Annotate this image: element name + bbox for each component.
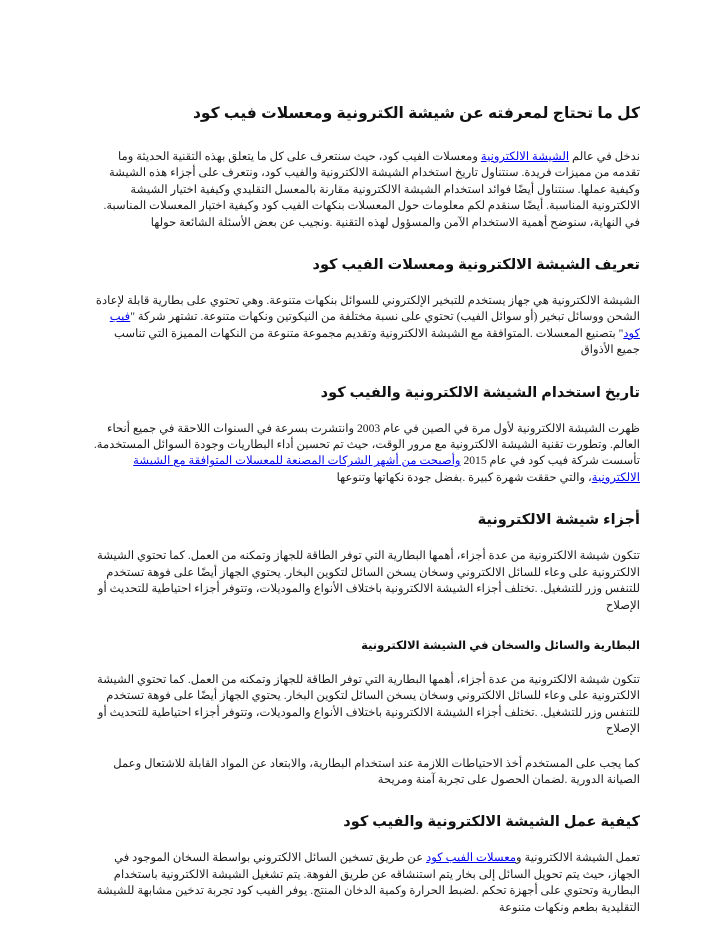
how-text-end: عن طريق تسخين السائل الالكتروني بواسطة السخان الموجود في الجهاز، حيث يتم تحويل السائل إلى بخار يتم استنشاقه عن طريق الفوهة. يتم تشغيل الشيشة الالكترونية باستخدام البطارية وتحتوي على أجهزة تحكم .لضبط الحرارة وكمية الدخان المنتج. يوفر الفيب كود تجربة تدخين مشابهة للشيشة التقليدية بطعم ونكهات متنوعة <box>96 851 640 914</box>
definition-paragraph <box>90 293 640 359</box>
battery-paragraph: تتكون شيشة الالكترونية من عدة أجزاء، أهمها البطارية التي توفر الطاقة للجهاز وتمكنه من العمل. كما تحتوي الشيشة الالكترونية على وعاء للسائل الالكتروني وسخان يسخن السائل لتكوين البخار. يحتوي الجهاز أيضًا على فوهة تستخدم للتنفس وزر للتشغيل. .تختلف أجزاء الشيشة الالكترونية باختلاف الأنواع والموديلات، وتتوفر أجزاء احتياطية للتحديث أو الإصلاح <box>97 672 640 736</box>
history-paragraph <box>90 421 640 487</box>
famous-companies-link[interactable]: وأصبحت من أشهر الشركات المصنعة للمعسلات المتوافقة مع الشيشة الالكترونية <box>133 454 640 484</box>
safety-paragraph: كما يجب على المستخدم أخذ الاحتياطات اللازمة عند استخدام البطارية، والابتعاد عن المواد القابلة للاشتعال وعمل الصيانة الدورية .لضمان الحصول على تجربة آمنة ومريحة <box>113 756 640 786</box>
definition-text-end: " بتصنيع المعسلات .المتوافقة مع الشيشة الالكترونية وتقديم مجموعة متنوعة من النكهات المميزة التي تناسب جميع الأذواق <box>113 326 640 357</box>
vape-flavors-link[interactable]: معسلات الفيب كود <box>426 851 517 865</box>
page-title: كل ما تحتاج لمعرفته عن شيشة الكترونية ومعسلات فيب كود <box>192 105 640 122</box>
subsection-heading-battery: البطارية والسائل والسخان في الشيشة الالكترونية <box>361 639 640 652</box>
definition-text-start: الشيشة الالكترونية هي جهاز يستخدم للتبخير الإلكتروني للسوائل بنكهات متنوعة. وهي تحتوي على بطارية قابلة لإعادة الشحن ووسائل تبخير (أو سوائل الفيب) تحتوي على نسبة مختلفة من النيكوتين ونكهات متنوعة. تشتهر شركة " <box>95 294 640 324</box>
shisha-link[interactable]: الشيشة الالكترونية <box>480 150 570 163</box>
vape-code-link[interactable]: فيب كود <box>109 310 640 340</box>
history-text-end: ، والتي حققت شهرة كبيرة .بفضل جودة نكهاتها وتنوعها <box>336 470 592 484</box>
intro-paragraph <box>90 149 640 231</box>
intro-text-end: ومعسلات الفيب كود، حيث سنتعرف على كل ما يتعلق بهذه التقنية الحديثة وما تقدمه من مميزات فريدة. سنتناول تاريخ استخدام الشيشة الالكترونية والفيب كود، ونتعرف على أجزاء هذه الشيشة وكيفية عملها. سنتناول أيضًا فوائد استخدام الشيشة الالكترونية مقارنة بالمعسل التقليدي وكيفية اختيار الشيشة الالكترونية المناسبة. أيضًا سنقدم لكم معلومات حول المعسلات بنكهات الفيب كود وكيفية اختيار المعسلات المناسبة. في النهاية، سنوضح أهمية الاستخدام الآمن والمسؤول لهذه التقنية .ونجيب عن بعض الأسئلة الشائعة حولها <box>103 150 640 229</box>
intro-text-start: ندخل في عالم <box>569 150 640 163</box>
document-page <box>90 104 640 916</box>
section-heading-definition: تعريف الشيشة الالكترونية ومعسلات الفيب كود <box>312 257 640 274</box>
history-text-start: ظهرت الشيشة الالكترونية لأول مرة في الصين في عام 2003 وانتشرت بسرعة في السنوات اللاحقة في جميع أنحاء العالم. وتطورت تقنية الشيشة الالكترونية مع مرور الوقت، حيث تم تحسين أداء البطاريات وجودة السوائل المستخدمة. تأسست شركة فيب كود في عام 2015 <box>93 421 640 468</box>
how-text-start: تعمل الشيشة الالكترونية و <box>516 851 640 865</box>
how-it-works-paragraph <box>90 850 640 916</box>
section-heading-how-it-works: كيفية عمل الشيشة الالكترونية والفيب كود <box>343 814 640 831</box>
section-heading-parts: أجزاء شيشة الالكترونية <box>477 512 640 529</box>
parts-paragraph: تتكون شيشة الالكترونية من عدة أجزاء، أهمها البطارية التي توفر الطاقة للجهاز وتمكنه من العمل. كما تحتوي الشيشة الالكترونية على وعاء للسائل الالكتروني وسخان يسخن السائل لتكوين البخار. يحتوي الجهاز أيضًا على فوهة تستخدم للتنفس وزر للتشغيل. .تختلف أجزاء الشيشة الالكترونية باختلاف الأنواع والموديلات، وتتوفر أجزاء احتياطية للتحديث أو الإصلاح <box>97 549 640 612</box>
section-heading-history: تاريخ استخدام الشيشة الالكترونية والفيب كود <box>320 384 640 401</box>
